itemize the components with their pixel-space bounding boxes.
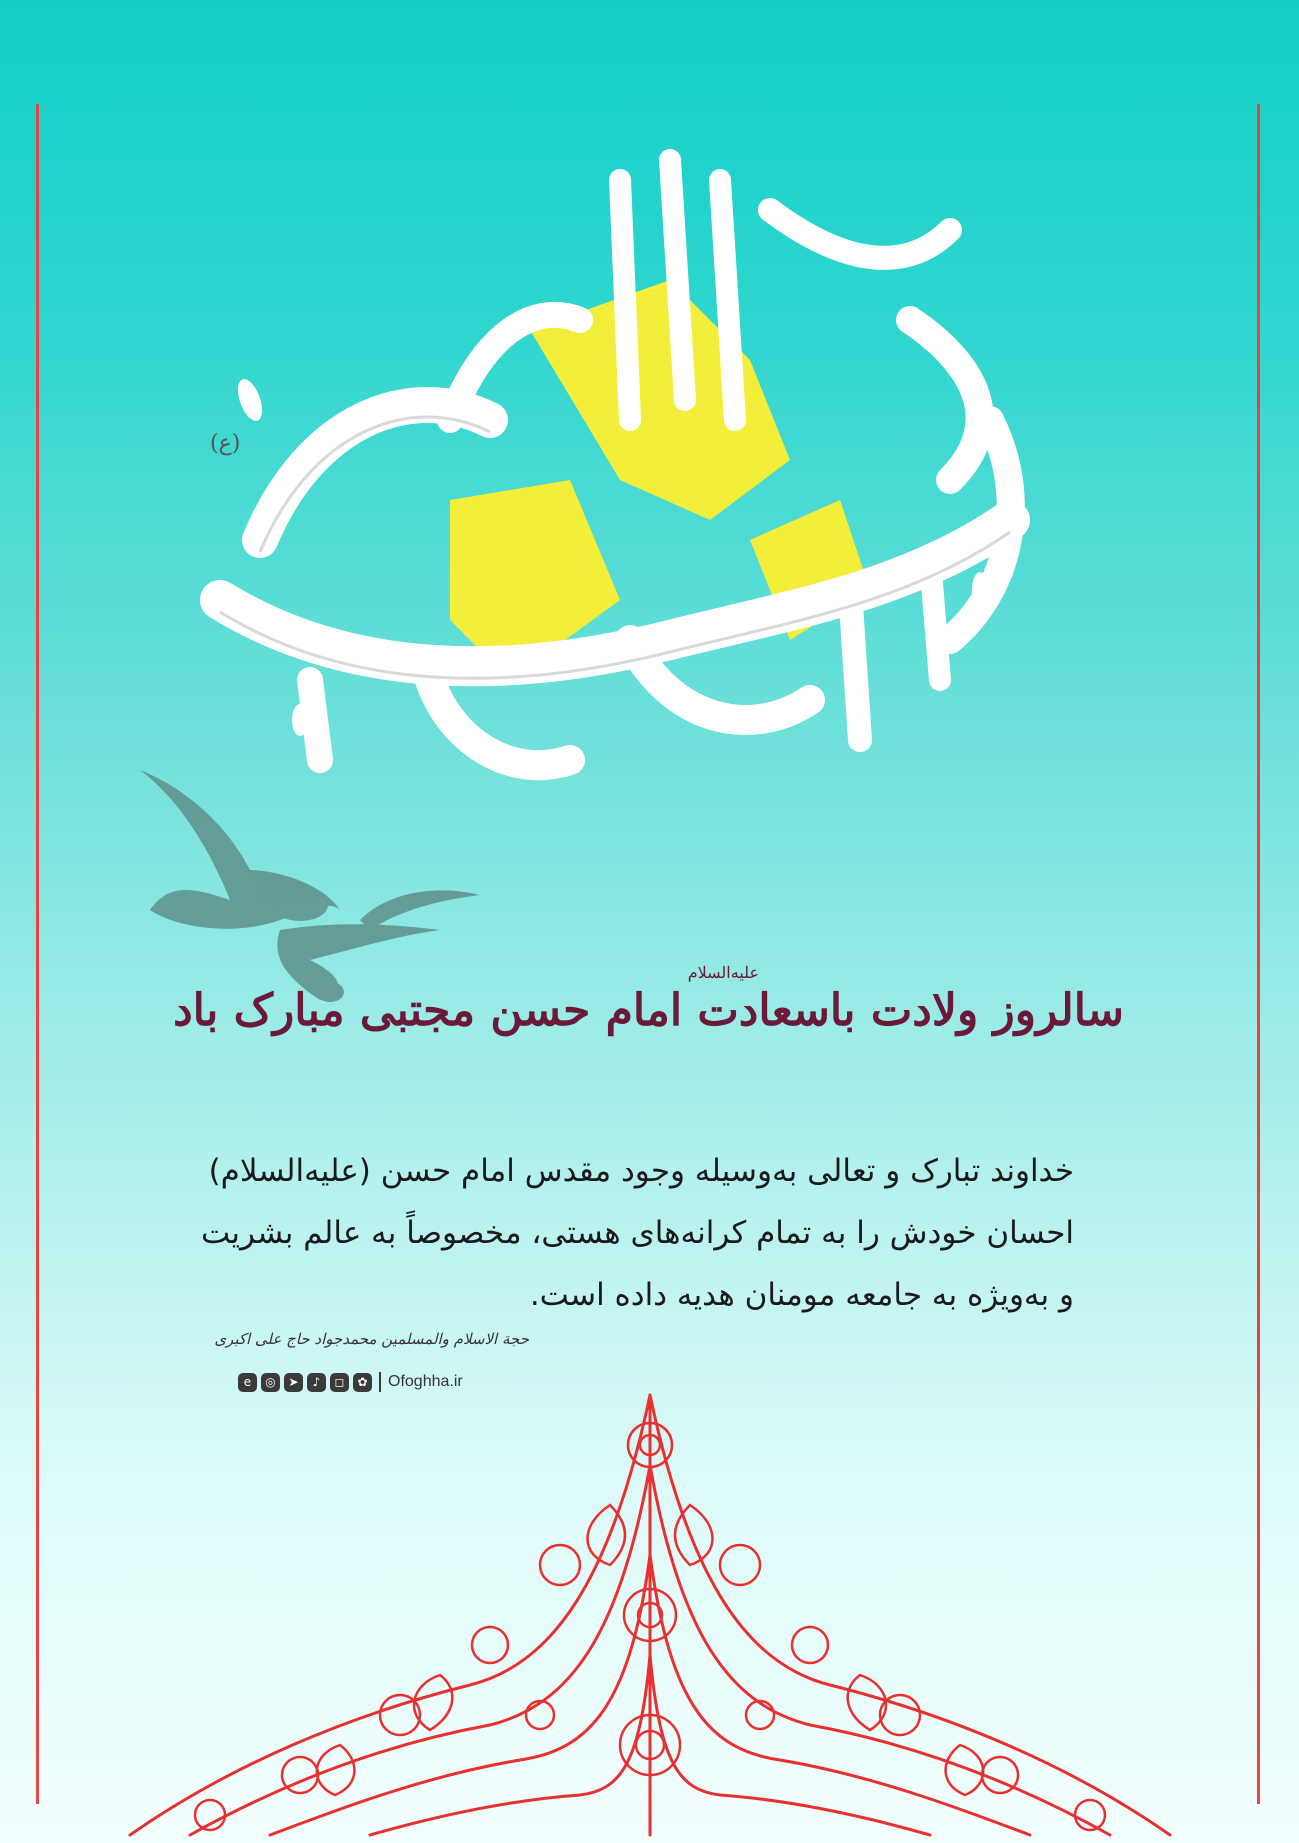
soroush-icon[interactable]: ♪ [307,1373,326,1392]
calligraphy-honorific: (ع) [210,431,241,456]
eitaa-icon[interactable]: e [238,1373,257,1392]
author-signature: حجة الاسلام والمسلمین محمدجواد حاج علی اکبری [214,1330,529,1348]
website-link[interactable]: Ofoghha.ir [388,1373,463,1390]
instagram-icon[interactable]: ◻ [330,1373,349,1392]
telegram-icon[interactable]: ➤ [284,1373,303,1392]
quote-paragraph [200,1140,1074,1326]
greeting-title: سالروز ولادت باسعادت امام حسن مجتبی مبارک باد [173,985,1124,1036]
quote-line: خداوند تبارک و تعالی به‌وسیله وجود مقدس امام حسن (علیه‌السلام) [208,1153,1074,1189]
doves-illustration [120,760,500,1020]
quote-line: و به‌ویژه به جامعه مومنان هدیه داده است. [529,1277,1074,1313]
bale-icon[interactable]: ◎ [261,1373,280,1392]
quote-line: احسان خودش را به تمام کرانه‌های هستی، مخصوصاً به عالم بشریت [200,1215,1074,1251]
greeting-honorific: علیه‌السلام [687,963,759,982]
aparat-icon[interactable]: ✿ [353,1373,372,1392]
calligraphy-artwork [150,120,1150,840]
arabesque-ornament [110,1385,1190,1843]
